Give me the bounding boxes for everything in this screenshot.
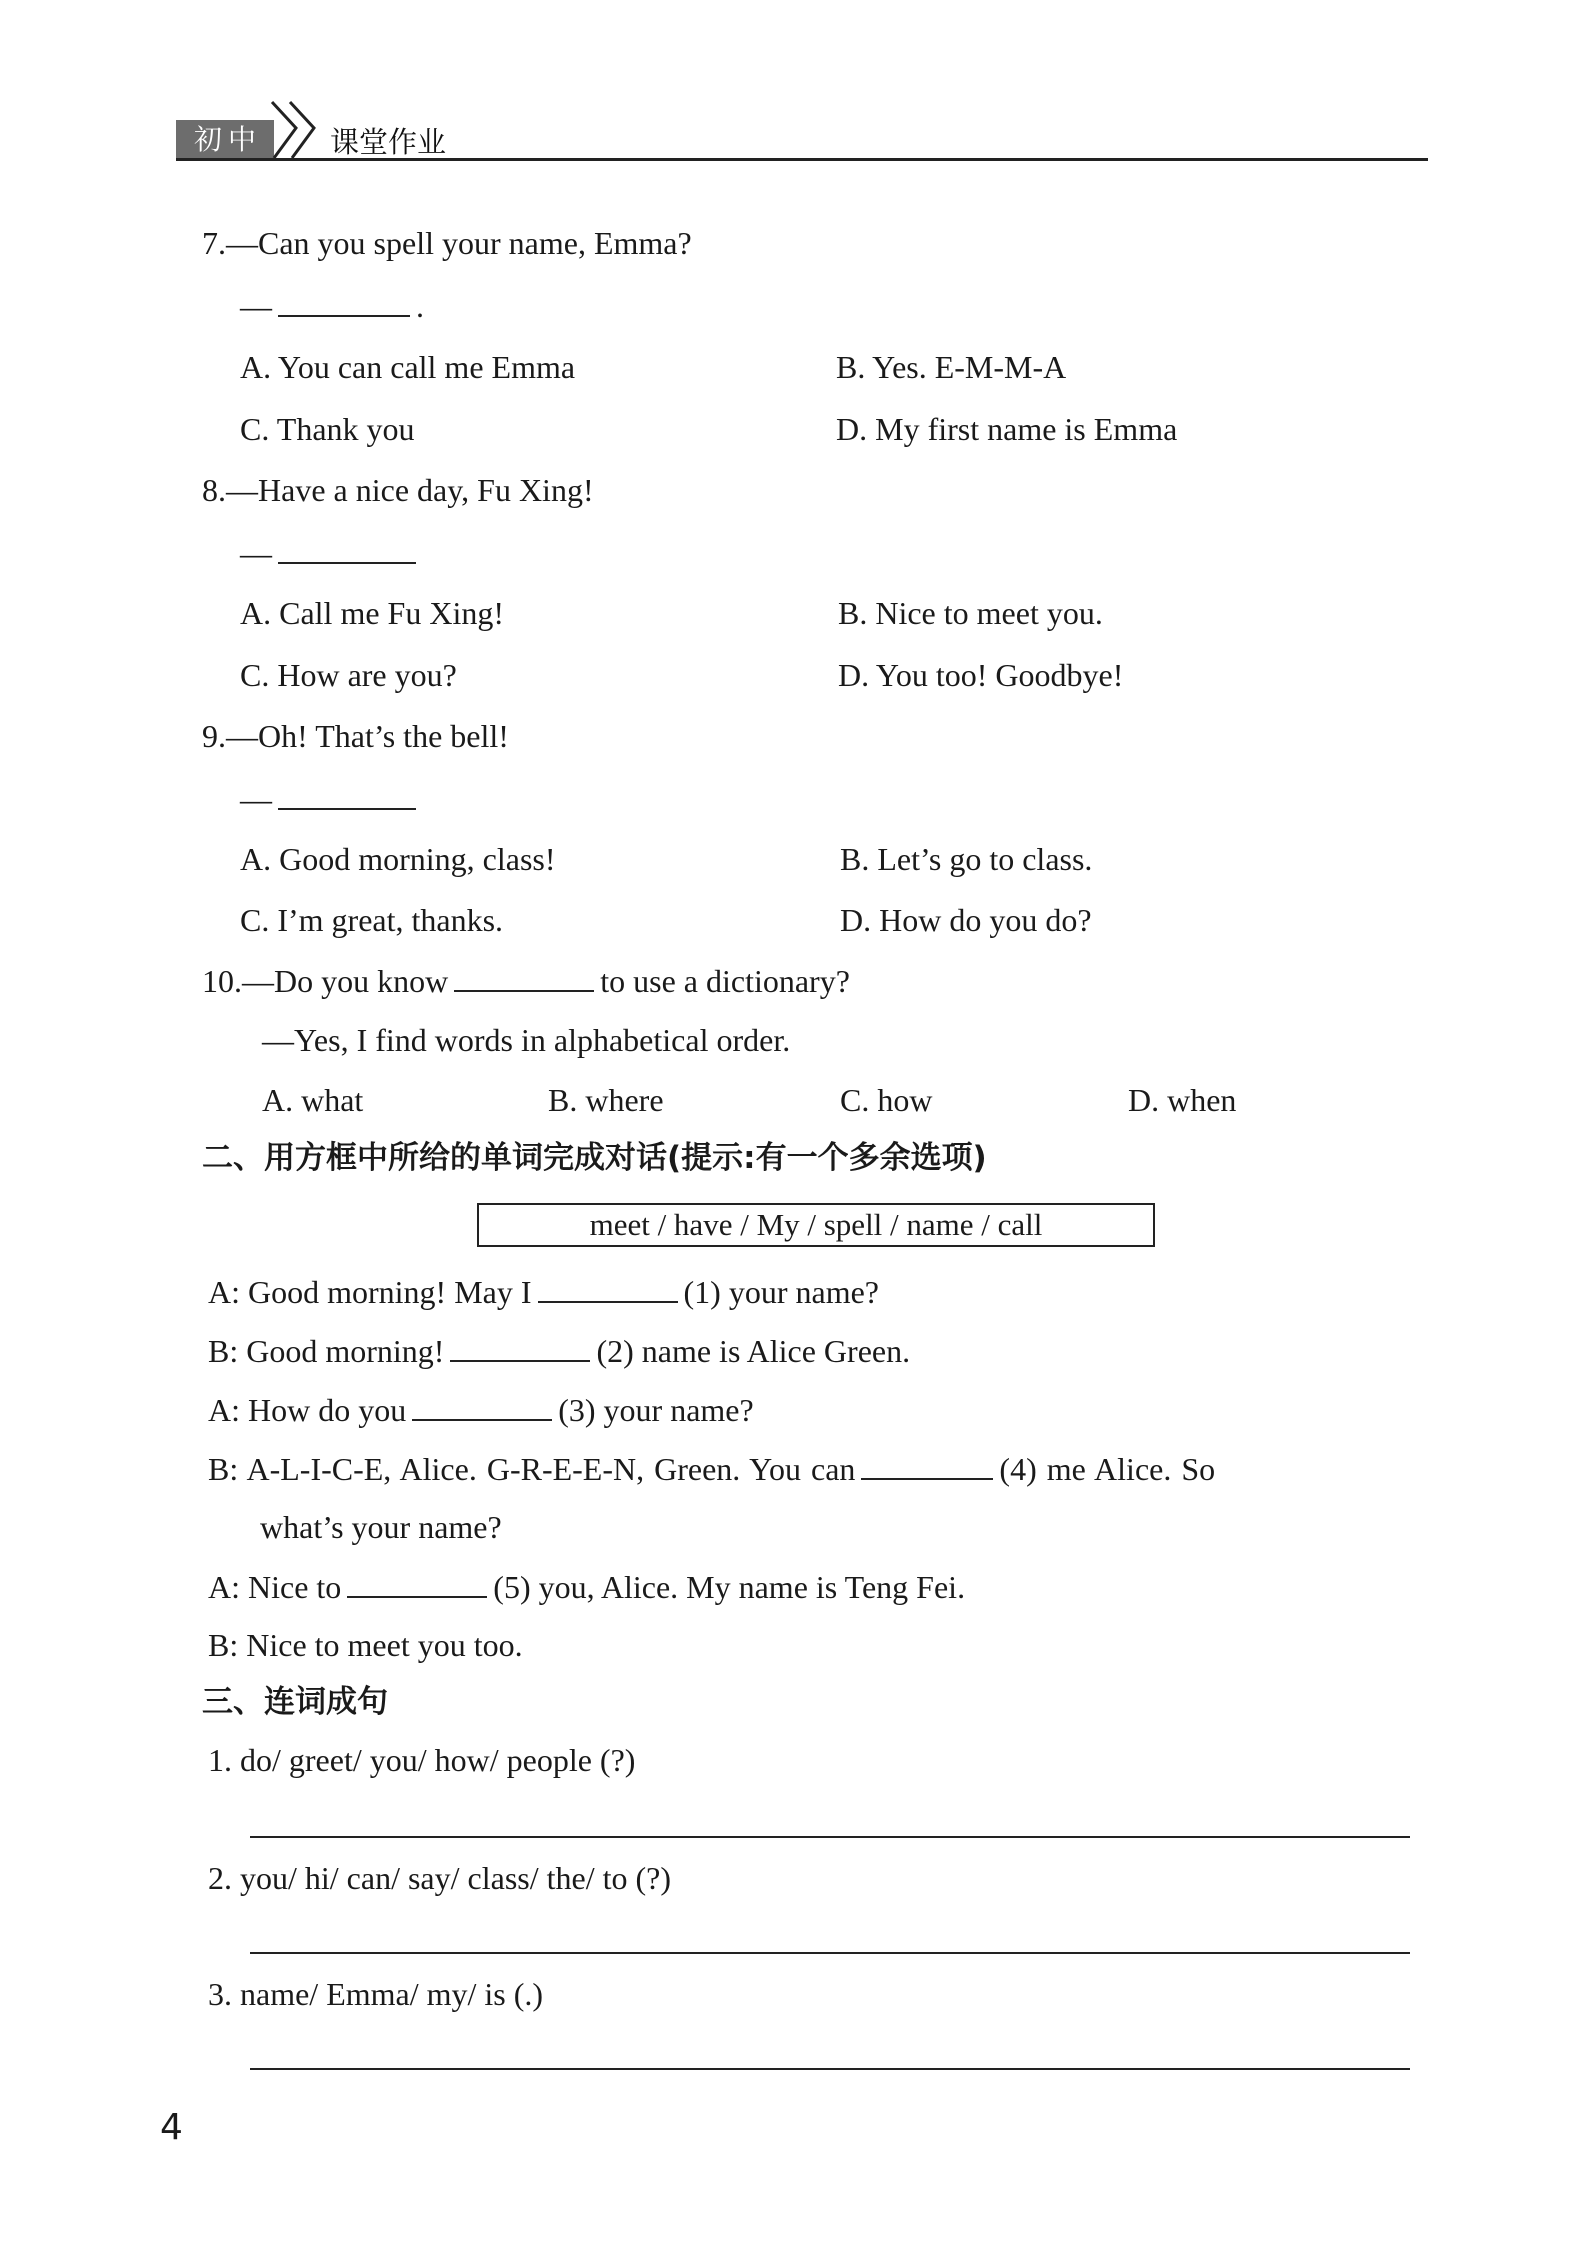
dialog-line-5	[208, 1566, 965, 1607]
q8-option-c: C. How are you?	[240, 657, 457, 693]
dialog-line-4-cont: what’s your name?	[260, 1509, 502, 1545]
dialog-blank-3[interactable]	[412, 1389, 552, 1421]
dialog-line-4	[208, 1448, 1215, 1489]
dialog-line-5-pre: A: Nice to	[208, 1569, 342, 1605]
q9-option-c: C. I’m great, thanks.	[240, 902, 504, 938]
q8-option-a: A. Call me Fu Xing!	[240, 595, 504, 631]
dialog-line-4-post: (4) me Alice. So	[999, 1451, 1216, 1487]
q9-prompt: 9.—Oh! That’s the bell!	[202, 718, 509, 754]
dialog-blank-2[interactable]	[450, 1330, 590, 1362]
q10-blank[interactable]	[454, 960, 594, 992]
sentence-1-words: 1. do/ greet/ you/ how/ people (?)	[208, 1742, 636, 1778]
dialog-blank-5[interactable]	[347, 1566, 487, 1598]
header-level-tag	[176, 120, 274, 160]
q10-prompt-post: to use a dictionary?	[600, 963, 850, 999]
q8-option-d: D. You too! Goodbye!	[838, 657, 1124, 693]
q7-answer-blank[interactable]	[278, 285, 410, 317]
q9-answer-dash: —	[240, 781, 272, 817]
q10-prompt	[202, 960, 850, 1001]
dialog-line-1-post: (1) your name?	[683, 1274, 879, 1310]
q8-option-b: B. Nice to meet you.	[838, 595, 1103, 631]
q10-option-a: A. what	[262, 1082, 364, 1118]
dialog-line-3-post: (3) your name?	[558, 1392, 754, 1428]
q8-answer-blank[interactable]	[278, 532, 416, 564]
q7-answer-dash: —	[240, 288, 272, 324]
q9-answer-blank[interactable]	[278, 778, 416, 810]
header-title: 课堂作业	[330, 125, 447, 159]
dialog-line-5-post: (5) you, Alice. My name is Teng Fei.	[493, 1569, 966, 1605]
q9-option-d: D. How do you do?	[840, 902, 1092, 938]
q9-answer-line	[240, 778, 422, 819]
q8-answer-line	[240, 532, 422, 573]
q8-prompt: 8.—Have a nice day, Fu Xing!	[202, 472, 594, 508]
q10-reply: —Yes, I find words in alphabetical order.	[262, 1022, 791, 1058]
q7-answer-end: .	[416, 288, 424, 324]
dialog-line-1-pre: A: Good morning! May I	[208, 1274, 532, 1310]
sentence-1-answer-line[interactable]	[250, 1836, 1410, 1838]
dialog-blank-1[interactable]	[538, 1271, 678, 1303]
sentence-3-words: 3. name/ Emma/ my/ is (.)	[208, 1976, 544, 2012]
word-box: meet / have / My / spell / name / call	[477, 1203, 1155, 1247]
q9-option-a: A. Good morning, class!	[240, 841, 556, 877]
dialog-line-1	[208, 1271, 879, 1312]
dialog-line-2-pre: B: Good morning!	[208, 1333, 445, 1369]
q10-option-d: D. when	[1128, 1082, 1237, 1118]
sentence-2-words: 2. you/ hi/ can/ say/ class/ the/ to (?)	[208, 1860, 671, 1896]
dialog-blank-4[interactable]	[861, 1448, 993, 1480]
page-number: 4	[160, 2107, 183, 2148]
header-level-label: 初中	[194, 123, 263, 156]
q7-option-c: C. Thank you	[240, 411, 415, 447]
q7-prompt: 7.—Can you spell your name, Emma?	[202, 225, 692, 261]
q7-option-d: D. My first name is Emma	[836, 411, 1178, 447]
dialog-line-3-pre: A: How do you	[208, 1392, 407, 1428]
section2-heading: 二、用方框中所给的单词完成对话(提示:有一个多余选项)	[202, 1140, 987, 1176]
dialog-line-6: B: Nice to meet you too.	[208, 1627, 523, 1663]
q7-option-b: B. Yes. E-M-M-A	[836, 349, 1067, 385]
sentence-2-answer-line[interactable]	[250, 1952, 1410, 1954]
q8-answer-dash: —	[240, 535, 272, 571]
q7-answer-line	[240, 285, 424, 326]
dialog-line-2	[208, 1330, 910, 1371]
q7-option-a: A. You can call me Emma	[240, 349, 576, 385]
dialog-line-2-post: (2) name is Alice Green.	[596, 1333, 911, 1369]
q9-option-b: B. Let’s go to class.	[840, 841, 1093, 877]
dialog-line-3	[208, 1389, 754, 1430]
q10-prompt-pre: 10.—Do you know	[202, 963, 449, 999]
q10-option-c: C. how	[840, 1082, 933, 1118]
section3-heading: 三、连词成句	[202, 1684, 388, 1720]
dialog-line-4-pre: B: A-L-I-C-E, Alice. G-R-E-E-N, Green. You can	[208, 1451, 856, 1487]
double-chevron-icon	[266, 98, 326, 162]
sentence-3-answer-line[interactable]	[250, 2068, 1410, 2070]
q10-option-b: B. where	[548, 1082, 664, 1118]
header-rule	[176, 158, 1428, 161]
